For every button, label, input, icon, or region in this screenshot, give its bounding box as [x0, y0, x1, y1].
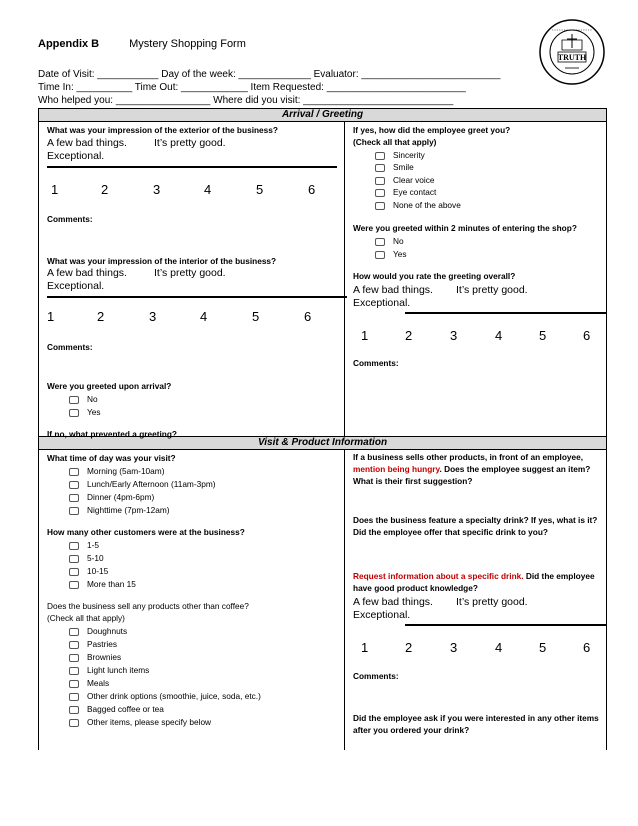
checkbox-icon[interactable] — [375, 251, 385, 259]
knowledge-scale-labels — [353, 596, 528, 622]
scale-low-label: A few bad things. — [353, 596, 433, 608]
checkbox-icon[interactable] — [69, 542, 79, 550]
rating-2[interactable]: 2 — [101, 182, 109, 197]
university-seal-icon — [538, 18, 606, 86]
option-label: Nighttime (7pm-12am) — [87, 505, 170, 515]
rating-5[interactable]: 5 — [539, 328, 547, 343]
interior-scale-rule — [47, 296, 347, 298]
greeting-scale-rule — [405, 312, 607, 314]
helper-line: Who helped you: _________________ Where did you visit: ___________________________ — [38, 95, 454, 106]
upsell-question: Did the employee ask if you were interested in any other items after you ordered your drink? — [353, 713, 599, 735]
rating-1[interactable]: 1 — [361, 328, 369, 343]
rating-1[interactable]: 1 — [47, 309, 55, 324]
request-info-red-text: Request information about a specific drink. — [353, 571, 524, 581]
knowledge-scale-rule — [405, 624, 607, 626]
checkbox-icon[interactable] — [375, 238, 385, 246]
greet-option-eye-contact[interactable] — [375, 187, 436, 197]
scale-mid-label: It’s pretty good. — [154, 267, 226, 279]
scale-high-label: Exceptional. — [353, 297, 411, 309]
rating-2[interactable]: 2 — [97, 309, 105, 324]
checkbox-icon[interactable] — [69, 667, 79, 675]
option-label: Dinner (4pm-6pm) — [87, 492, 155, 502]
seal-text: TRUTH — [557, 53, 587, 62]
checkbox-icon[interactable] — [69, 494, 79, 502]
greeted-option-no[interactable] — [69, 394, 98, 404]
exterior-scale-labels — [47, 137, 226, 163]
request-info-question — [353, 570, 608, 594]
checkbox-icon[interactable] — [69, 468, 79, 476]
checkbox-icon[interactable] — [69, 555, 79, 563]
arrival-right-cell — [345, 122, 607, 437]
rating-3[interactable]: 3 — [450, 328, 458, 343]
form-title — [38, 38, 246, 50]
rate-greeting-question: How would you rate the greeting overall? — [353, 271, 516, 281]
option-label: Smile — [393, 162, 414, 172]
checkbox-icon[interactable] — [69, 719, 79, 727]
option-label: No — [87, 394, 98, 404]
checkbox-icon[interactable] — [69, 396, 79, 404]
two-minute-option-no[interactable] — [375, 236, 404, 246]
rating-5[interactable]: 5 — [539, 640, 547, 655]
checkbox-icon[interactable] — [375, 189, 385, 197]
option-label: Light lunch items — [87, 665, 150, 675]
rating-5[interactable]: 5 — [256, 182, 264, 197]
greeted-question: Were you greeted upon arrival? — [47, 381, 172, 391]
rating-6[interactable]: 6 — [304, 309, 312, 324]
rating-4[interactable]: 4 — [495, 328, 503, 343]
other-products-text-b: . Does the employee suggest an item? What is their first suggestion? — [353, 464, 591, 486]
exterior-question: What was your impression of the exterior of the business? — [47, 125, 278, 135]
option-label: Doughnuts — [87, 626, 128, 636]
option-label: Sincerity — [393, 150, 425, 160]
rating-6[interactable]: 6 — [583, 328, 591, 343]
option-label: Other drink options (smoothie, juice, soda, etc.) — [87, 691, 261, 701]
products-question: Does the business sell any products other than coffee? — [47, 601, 249, 611]
rating-4[interactable]: 4 — [204, 182, 212, 197]
checkbox-icon[interactable] — [69, 706, 79, 714]
product-option-other-items[interactable] — [69, 717, 211, 727]
two-minute-option-yes[interactable] — [375, 249, 407, 259]
option-label: Clear voice — [393, 175, 435, 185]
product-option-pastries[interactable] — [69, 639, 117, 649]
mystery-shopping-table — [38, 108, 607, 750]
how-greet-question: If yes, how did the employee greet you? — [353, 125, 511, 135]
option-label: Bagged coffee or tea — [87, 704, 164, 714]
rating-5[interactable]: 5 — [252, 309, 260, 324]
greet-option-sincerity[interactable] — [375, 150, 425, 160]
visit-left-cell — [39, 450, 345, 751]
time-option-dinner[interactable] — [69, 492, 154, 502]
product-option-light-lunch[interactable] — [69, 665, 149, 675]
mention-hungry-text: mention being hungry — [353, 464, 440, 474]
product-option-other-drinks[interactable] — [69, 691, 261, 701]
customers-question: How many other customers were at the business? — [47, 527, 245, 537]
option-label: Other items, please specify below — [87, 717, 212, 727]
scale-high-label: Exceptional. — [353, 609, 411, 621]
option-label: Pastries — [87, 639, 117, 649]
scale-mid-label: It’s pretty good. — [456, 284, 528, 296]
time-line: Time In: __________ Time Out: ____________ Item Requested: _________________________ — [38, 82, 466, 93]
checkbox-icon[interactable] — [69, 481, 79, 489]
exterior-scale-rule — [47, 166, 337, 168]
rating-4[interactable]: 4 — [495, 640, 503, 655]
checkbox-icon[interactable] — [69, 507, 79, 515]
time-option-lunch[interactable] — [69, 479, 216, 489]
greet-option-clear-voice[interactable] — [375, 175, 435, 185]
greeting-scale-labels — [353, 284, 528, 310]
checkbox-icon[interactable] — [69, 654, 79, 662]
specialty-drink-question: Does the business feature a specialty drink? If yes, what is it? Did the employee offer that specific drink to you? — [353, 515, 598, 537]
checkbox-icon[interactable] — [375, 164, 385, 172]
checkbox-icon[interactable] — [69, 409, 79, 417]
rating-2[interactable]: 2 — [405, 328, 413, 343]
scale-low-label: A few bad things. — [47, 267, 127, 279]
section-arrival-header: Arrival / Greeting — [39, 109, 607, 122]
time-option-morning[interactable] — [69, 466, 164, 476]
rating-6[interactable]: 6 — [583, 640, 591, 655]
option-label: Meals — [87, 678, 110, 688]
checkbox-icon[interactable] — [375, 202, 385, 210]
arrival-left-cell — [39, 122, 345, 437]
option-label: 1-5 — [87, 540, 99, 550]
checkbox-icon[interactable] — [69, 641, 79, 649]
option-label: 5-10 — [87, 553, 104, 563]
time-of-day-question: What time of day was your visit? — [47, 453, 176, 463]
products-sub: (Check all that apply) — [47, 613, 125, 623]
rating-3[interactable]: 3 — [153, 182, 161, 197]
option-label: Brownies — [87, 652, 122, 662]
customers-option-5-10[interactable] — [69, 553, 104, 563]
rating-4[interactable]: 4 — [200, 309, 208, 324]
customers-option-1-5[interactable] — [69, 540, 99, 550]
greet-option-none[interactable] — [375, 200, 461, 210]
option-label: Yes — [87, 407, 101, 417]
checkbox-icon[interactable] — [375, 177, 385, 185]
checkbox-icon[interactable] — [69, 581, 79, 589]
other-products-question — [353, 451, 608, 487]
option-label: Yes — [393, 249, 407, 259]
other-products-text-a: If a business sells other products, in front of an employee, — [353, 452, 584, 462]
checkbox-icon[interactable] — [375, 152, 385, 160]
scale-mid-label: It’s pretty good. — [154, 137, 226, 149]
checkbox-icon[interactable] — [69, 568, 79, 576]
time-option-nighttime[interactable] — [69, 505, 170, 515]
two-minute-question: Were you greeted within 2 minutes of entering the shop? — [353, 223, 577, 233]
product-option-meals[interactable] — [69, 678, 109, 688]
interior-scale-labels — [47, 267, 226, 293]
knowledge-comments-label: Comments: — [353, 671, 399, 681]
checkbox-icon[interactable] — [69, 680, 79, 688]
greet-option-smile[interactable] — [375, 162, 414, 172]
section-visit-header: Visit & Product Information — [39, 437, 607, 450]
option-label: Morning (5am-10am) — [87, 466, 165, 476]
customers-option-10-15[interactable] — [69, 566, 108, 576]
greeted-option-yes[interactable] — [69, 407, 101, 417]
appendix-label: Appendix B — [38, 38, 100, 50]
rating-1[interactable]: 1 — [51, 182, 59, 197]
exterior-comments-label: Comments: — [47, 214, 93, 224]
rating-2[interactable]: 2 — [405, 640, 413, 655]
interior-comments-label: Comments: — [47, 342, 93, 352]
scale-low-label: A few bad things. — [47, 137, 127, 149]
rating-6[interactable]: 6 — [308, 182, 316, 197]
option-label: No — [393, 236, 404, 246]
form-name: Mystery Shopping Form — [129, 38, 246, 50]
product-option-brownies[interactable] — [69, 652, 121, 662]
request-info-text: Did the employee have good product knowledge? — [353, 571, 595, 593]
option-label: Eye contact — [393, 187, 437, 197]
option-label: Lunch/Early Afternoon (11am-3pm) — [87, 479, 216, 489]
rating-3[interactable]: 3 — [149, 309, 157, 324]
prevented-question: If no, what prevented a greeting? — [47, 429, 177, 439]
checkbox-icon[interactable] — [69, 693, 79, 701]
checkbox-icon[interactable] — [69, 628, 79, 636]
visit-date-line: Date of Visit: ___________ Day of the week: _____________ Evaluator: _________________________ — [38, 69, 501, 80]
option-label: None of the above — [393, 200, 461, 210]
option-label: 10-15 — [87, 566, 109, 576]
interior-question: What was your impression of the interior of the business? — [47, 256, 277, 266]
visit-right-cell — [345, 450, 607, 751]
rating-1[interactable]: 1 — [361, 640, 369, 655]
scale-low-label: A few bad things. — [353, 284, 433, 296]
scale-mid-label: It’s pretty good. — [456, 596, 528, 608]
product-option-doughnuts[interactable] — [69, 626, 127, 636]
customers-option-more-15[interactable] — [69, 579, 136, 589]
rating-3[interactable]: 3 — [450, 640, 458, 655]
scale-high-label: Exceptional. — [47, 280, 105, 292]
product-option-bagged-coffee[interactable] — [69, 704, 164, 714]
option-label: More than 15 — [87, 579, 136, 589]
how-greet-sub: (Check all that apply) — [353, 137, 437, 147]
scale-high-label: Exceptional. — [47, 150, 105, 162]
greeting-comments-label: Comments: — [353, 358, 399, 368]
